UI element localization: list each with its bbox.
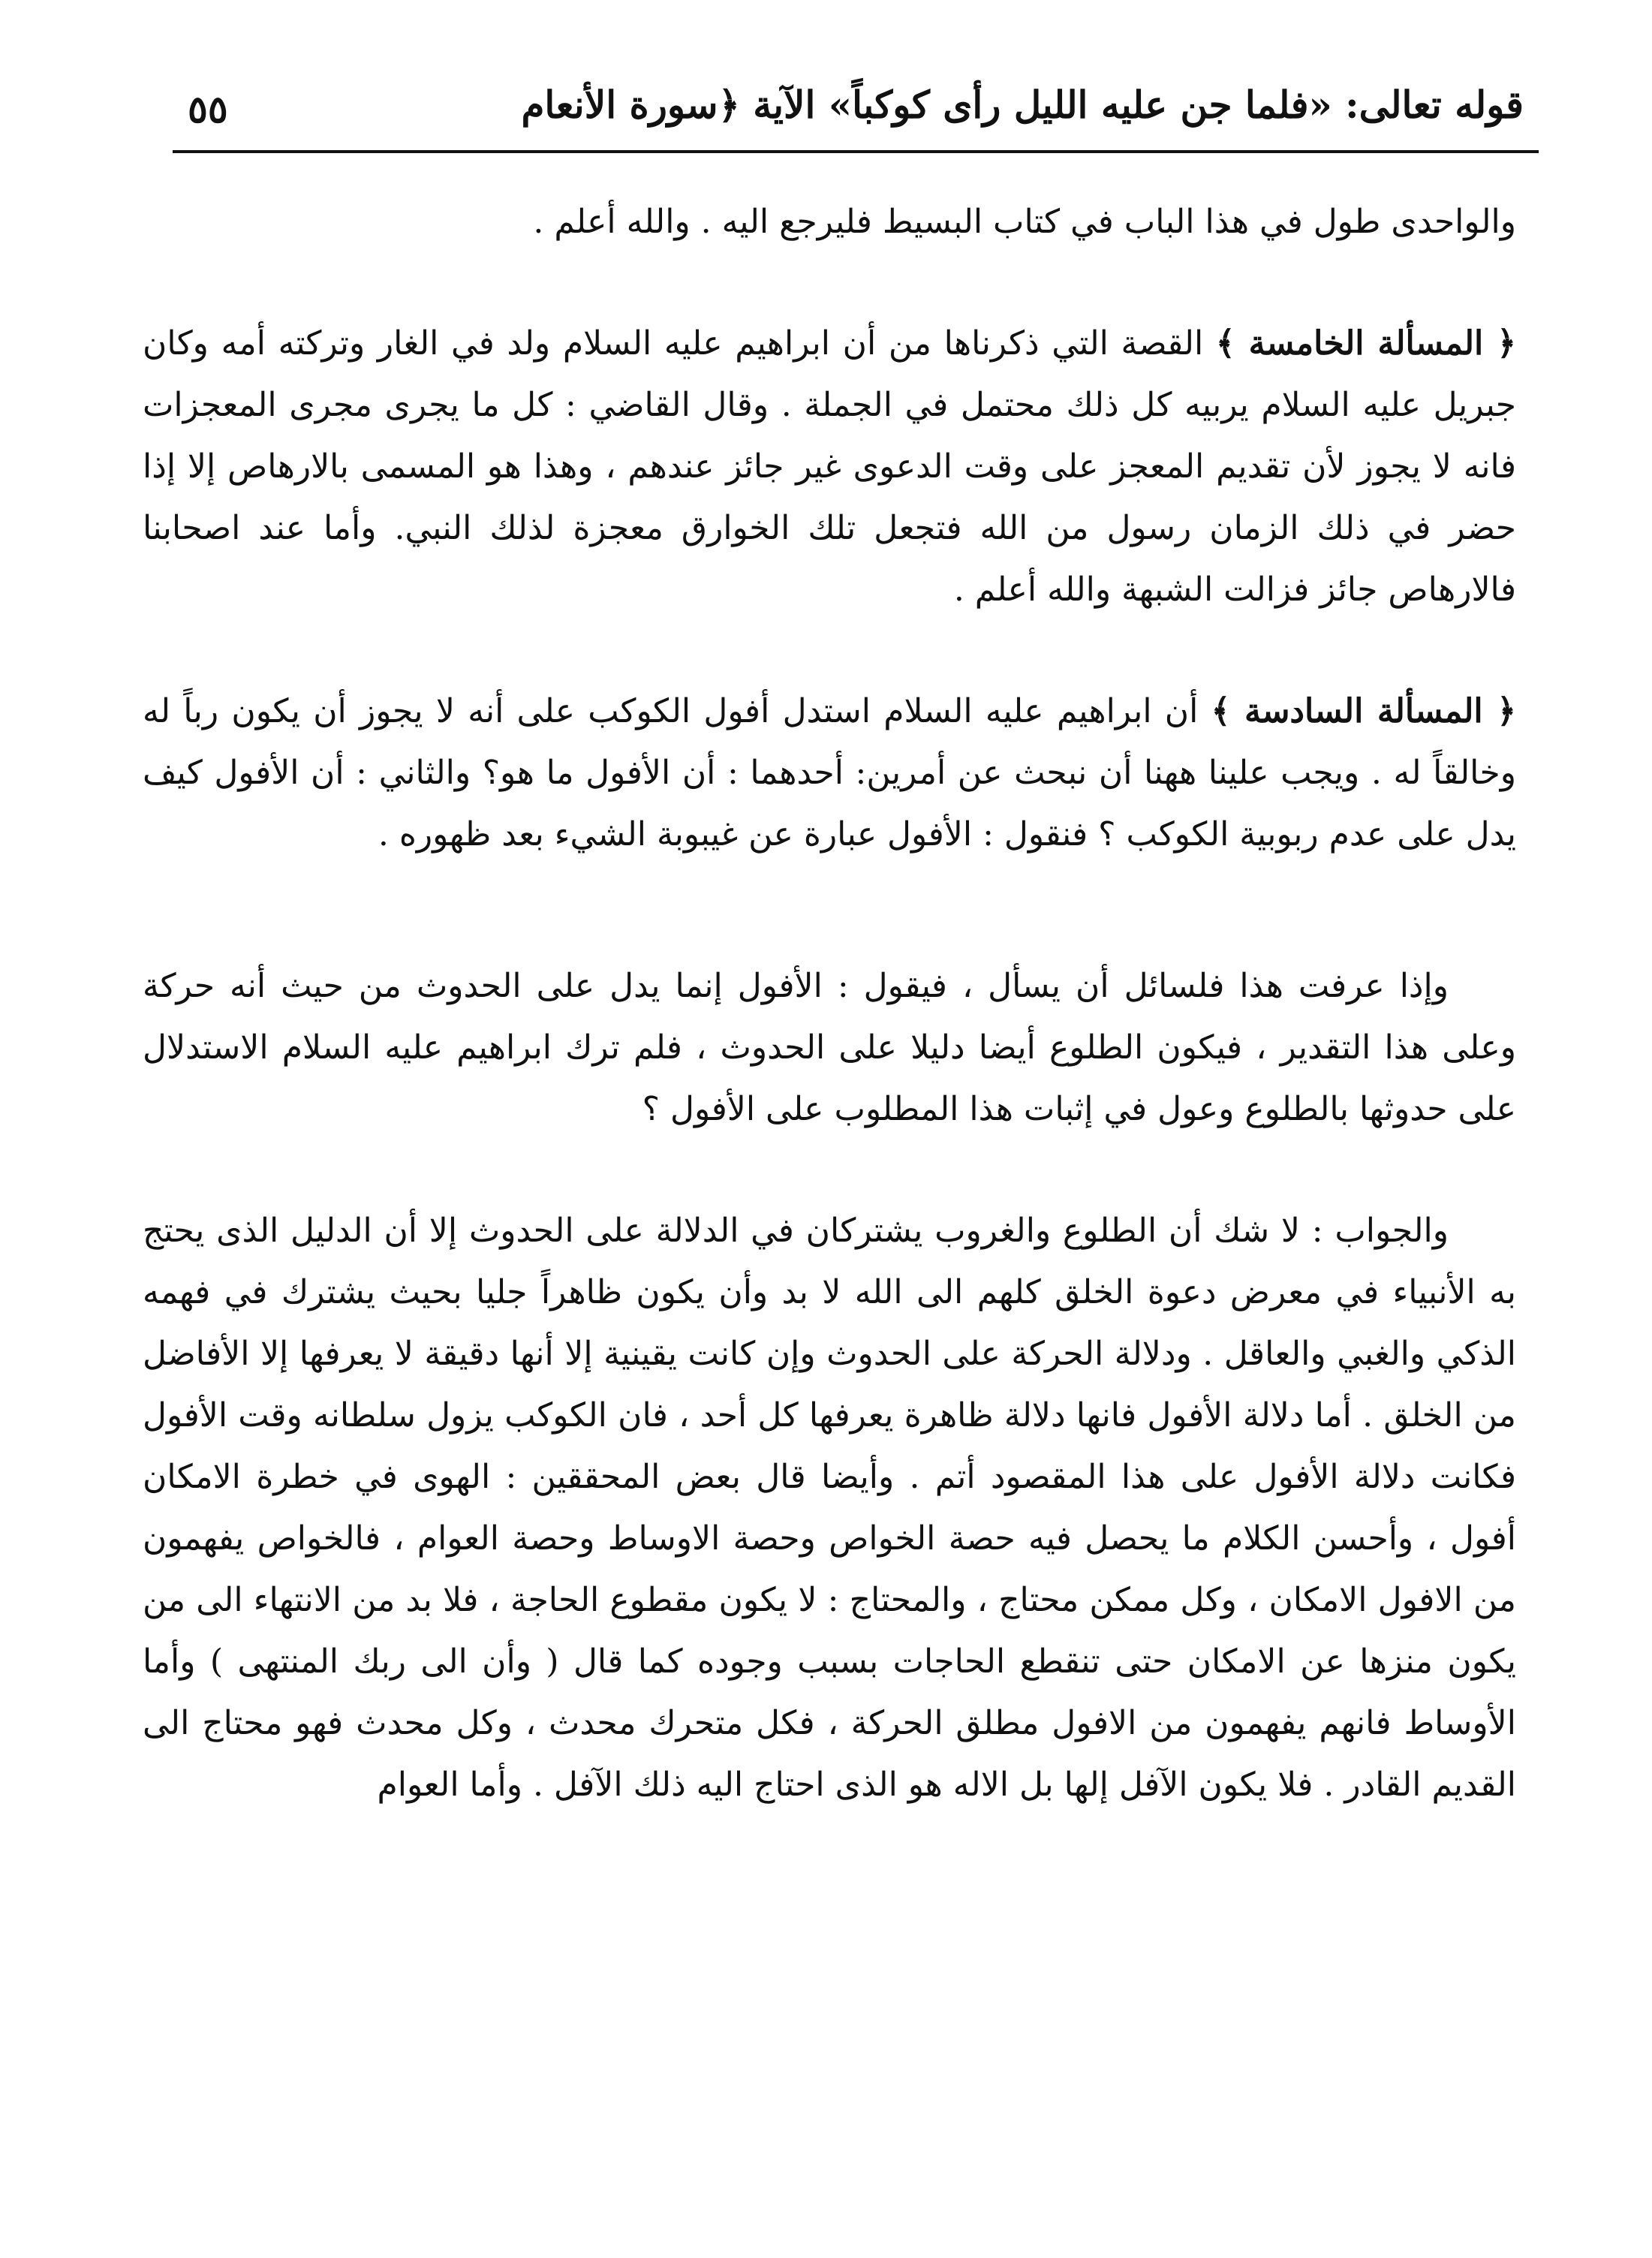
paragraph-4	[143, 956, 1516, 1140]
paragraph-text: القصة التي ذكرناها من أن ابراهيم عليه السلام ولد في الغار وتركته أمه وكان جبريل عليه السلام يربيه كل ذلك محتمل في الجملة . وقال القاضي : كل ما يجرى مجرى المعجزات فانه لا يجوز لأن تقديم المعجز على وقت الدعوى غير جائز عندهم ، وهذا هو المسمى بالارهاص إلا إذا حضر في ذلك الزمان رسول من الله فتجعل تلك الخوارق معجزة لذلك النبي. وأما عند اصحابنا فالارهاص جائز فزالت الشبهة والله أعلم .	[143, 324, 1516, 609]
header-title: قوله تعالى: «فلما جن عليه الليل رأى كوكباً» الآية ﴿سورة الأنعام	[521, 83, 1524, 127]
section-heading: ﴿ المسألة الخامسة ﴾	[1215, 324, 1516, 363]
paragraph-2	[143, 313, 1516, 621]
paragraph-text: والواحدى طول في هذا الباب في كتاب البسيط فليرجع اليه . والله أعلم .	[533, 203, 1516, 241]
main-text	[143, 191, 1516, 1876]
paragraph-5	[143, 1200, 1516, 1816]
paragraph-3	[143, 681, 1516, 866]
header-divider	[173, 150, 1539, 153]
paragraph-1	[143, 191, 1516, 253]
paragraph-text: والجواب : لا شك أن الطلوع والغروب يشتركان في الدلالة على الحدوث إلا أن الدليل الذى يحتج به الأنبياء في معرض دعوة الخلق كلهم الى الله لا بد وأن يكون ظاهراً جليا بحيث يشترك في فهمه الذكي والغبي والعاقل . ودلالة الحركة على الحدوث وإن كانت يقينية إلا أنها دقيقة لا يعرفها إلا الأفاضل من الخلق . أما دلالة الأفول فانها دلالة ظاهرة يعرفها كل أحد ، فان الكوكب يزول سلطانه وقت الأفول فكانت دلالة الأفول على هذا المقصود أتم . وأيضا قال بعض المحققين : الهوى في خطرة الامكان أفول ، وأحسن الكلام ما يحصل فيه حصة الخواص وحصة الاوساط وحصة العوام ، فالخواص يفهمون من الافول الامكان ، وكل ممكن محتاج ، والمحتاج : لا يكون مقطوع الحاجة ، فلا بد من الانتهاء الى من يكون منزها عن الامكان حتى تنقطع الحاجات بسبب وجوده كما قال ( وأن الى ربك المنتهى ) وأما الأوساط فانهم يفهمون من الافول مطلق الحركة ، فكل متحرك محدث ، وكل محدث فهو محتاج الى القديم القادر . فلا يكون الآفل إلها بل الاله هو الذى احتاج اليه ذلك الآفل . وأما العوام	[143, 1212, 1517, 1804]
running-header	[173, 75, 1524, 158]
page-number: ٥٥	[188, 87, 228, 131]
section-heading: ﴿ المسألة السادسة ﴾	[1211, 692, 1516, 730]
paragraph-text: أن ابراهيم عليه السلام استدل أفول الكوكب على أنه لا يجوز أن يكون رباً له وخالقاً له . ويجب علينا ههنا أن نبحث عن أمرين: أحدهما : أن الأفول ما هو؟ والثاني : أن الأفول كيف يدل على عدم ربوبية الكوكب ؟ فنقول : الأفول عبارة عن غيبوبة الشيء بعد ظهوره .	[143, 692, 1516, 854]
paragraph-text: وإذا عرفت هذا فلسائل أن يسأل ، فيقول : الأفول إنما يدل على الحدوث من حيث أنه حركة وعلى هذا التقدير ، فيكون الطلوع أيضا دليلا على الحدوث ، فلم ترك ابراهيم عليه السلام الاستدلال على حدوثها بالطلوع وعول في إثبات هذا المطلوب على الأفول ؟	[143, 967, 1516, 1128]
